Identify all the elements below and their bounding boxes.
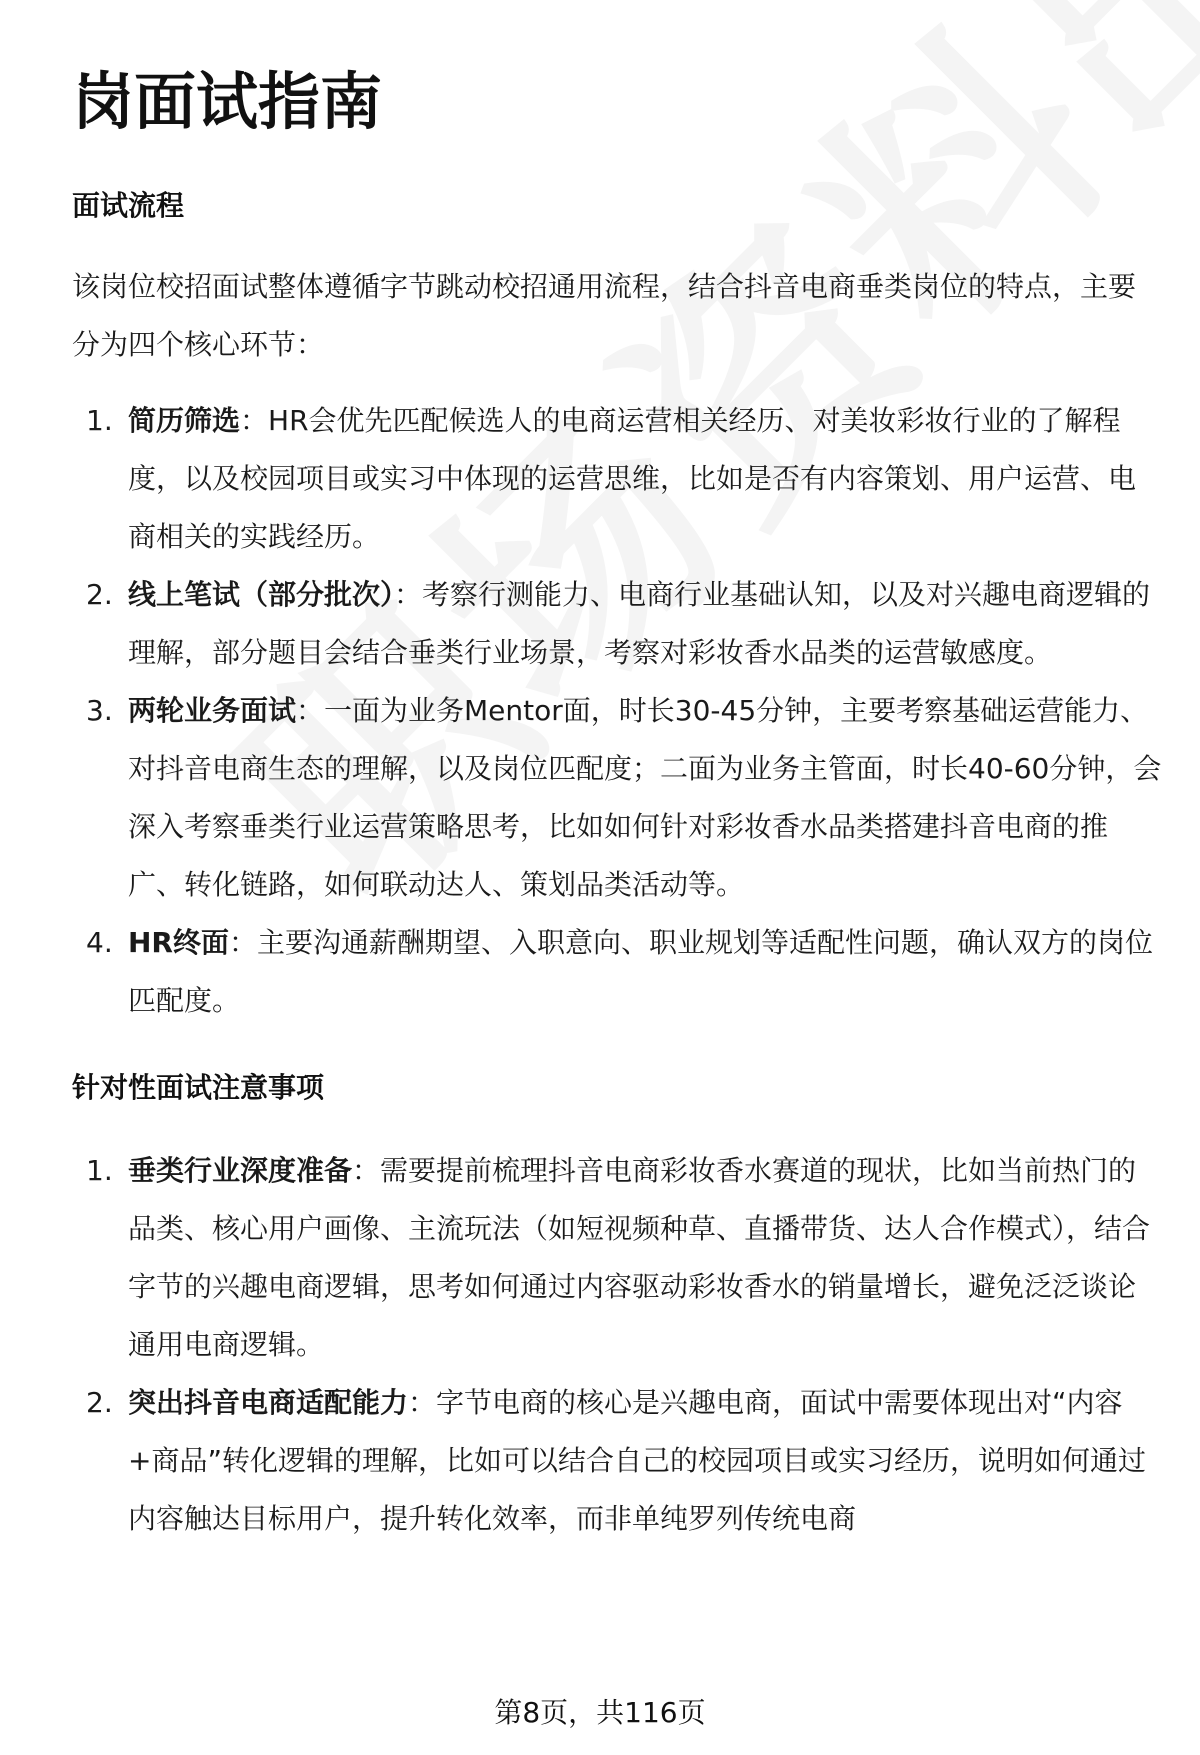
section-heading-process: 面试流程: [72, 189, 185, 222]
page-title: 岗面试指南: [72, 65, 383, 138]
list-item: [72, 1374, 1162, 1548]
list-item-lead: 两轮业务面试: [128, 694, 297, 727]
list-item-lead: 突出抖音电商适配能力: [128, 1386, 409, 1419]
list-item-text: ：一面为业务Mentor面，时长30-45分钟，主要考察基础运营能力、对抖音电商生态的理解，以及岗位匹配度；二面为业务主管面，时长40-60分钟，会深入考察垂类行业运营策略思考，比如如何针对彩妆香水品类搭建抖音电商的推广、转化链路，如何联动达人、策划品类活动等。: [128, 694, 1162, 901]
section-heading-tips: 针对性面试注意事项: [72, 1071, 325, 1104]
page-footer: 第8页，共116页: [494, 1696, 706, 1729]
list-number: 2.: [86, 1386, 113, 1419]
list-number: 4.: [86, 926, 113, 959]
list-number: 2.: [86, 578, 113, 611]
list-item-lead: 线上笔试（部分批次）: [128, 578, 395, 611]
list-item: [72, 1142, 1162, 1374]
tips-list: [72, 1142, 1162, 1548]
list-number: 1.: [86, 404, 113, 437]
list-number: 1.: [86, 1154, 113, 1187]
list-item-lead: 垂类行业深度准备: [128, 1154, 353, 1187]
list-item-text: ：考察行测能力、电商行业基础认知，以及对兴趣电商逻辑的理解，部分题目会结合垂类行业场景，考察对彩妆香水品类的运营敏感度。: [128, 578, 1151, 669]
list-item: [72, 566, 1162, 682]
list-number: 3.: [86, 694, 113, 727]
list-item: [72, 914, 1162, 1030]
list-item-text: ：HR会优先匹配候选人的电商运营相关经历、对美妆彩妆行业的了解程度，以及校园项目或实习中体现的运营思维，比如是否有内容策划、用户运营、电商相关的实践经历。: [128, 404, 1137, 553]
list-item: [72, 392, 1162, 566]
section-intro: 该岗位校招面试整体遵循字节跳动校招通用流程，结合抖音电商垂类岗位的特点，主要分为四个核心环节：: [72, 270, 1137, 361]
list-item-text: ：字节电商的核心是兴趣电商，面试中需要体现出对“内容+商品”转化逻辑的理解，比如可以结合自己的校园项目或实习经历，说明如何通过内容触达目标用户，提升转化效率，而非单纯罗列传统电商: [128, 1386, 1146, 1535]
process-list: [72, 392, 1162, 1030]
list-item-text: ：主要沟通薪酬期望、入职意向、职业规划等适配性问题，确认双方的岗位匹配度。: [128, 926, 1154, 1017]
list-item: [72, 682, 1162, 914]
list-item-lead: HR终面: [128, 926, 229, 959]
list-item-text: ：需要提前梳理抖音电商彩妆香水赛道的现状，比如当前热门的品类、核心用户画像、主流玩法（如短视频种草、直播带货、达人合作模式），结合字节的兴趣电商逻辑，思考如何通过内容驱动彩妆香水的销量增长，避免泛泛谈论通用电商逻辑。: [128, 1154, 1151, 1361]
list-item-lead: 简历筛选: [128, 404, 241, 437]
